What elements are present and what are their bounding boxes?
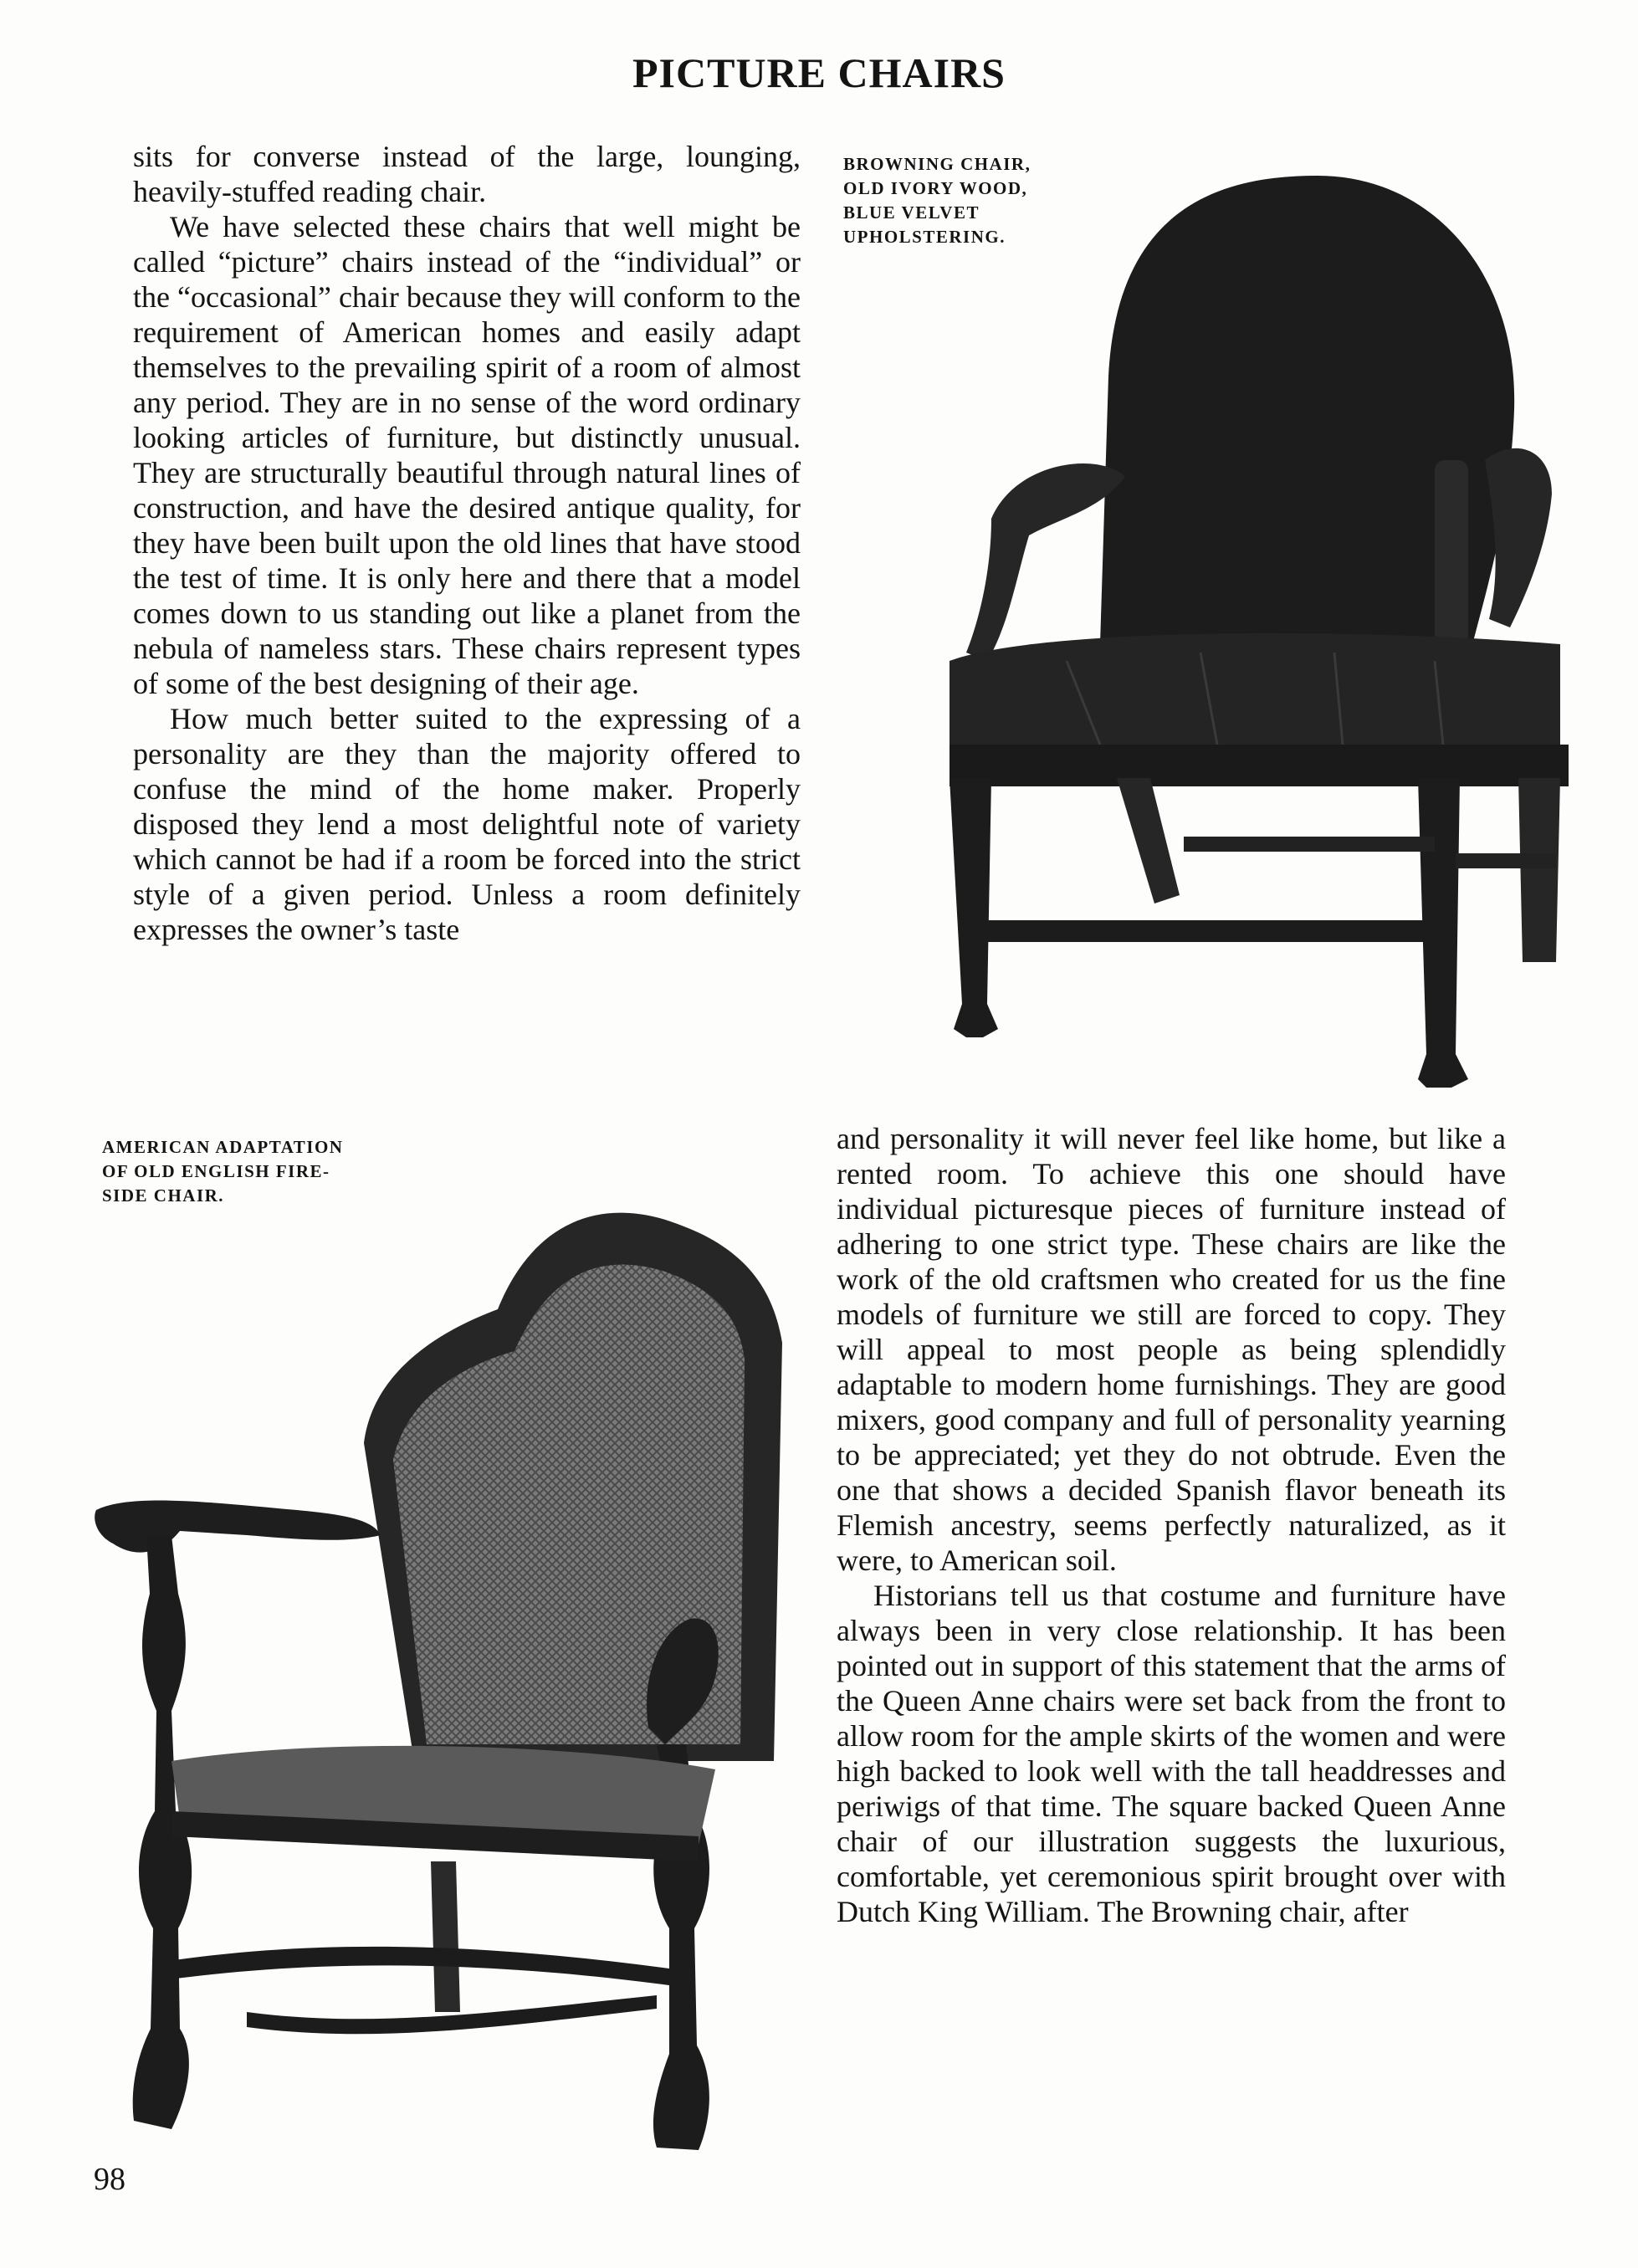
paragraph: sits for converse instead of the large, lounging, heavily-stuffed reading chair. — [133, 140, 801, 208]
paragraph: and personality it will never feel like home, but like a rented room. To achieve this one should have individual picturesque pieces of furniture instead of adhering to one strict type. These chairs are like the work of the old craftsmen who created for us the fine models of furniture we still are forced to copy. They will appeal to most people as being splendidly adaptable to modern home furnishings. They are good mixers, good company and full of personality yearning to be appreciated; yet they do not obtrude. Even the one that shows a decided Spanish flavor beneath its Flemish ancestry, seems perfectly naturalized, as it were, to American soil. — [837, 1122, 1506, 1577]
left-column — [133, 139, 801, 947]
page-number: 98 — [94, 2162, 125, 2197]
paragraph: How much better suited to the expressing of a personality are they than the majority offered to confuse the mind of the home maker. Properly disposed they lend a most delightful note of variety which cannot be had if a room be forced into the strict style of a given period. Unless a room definitely expresses the owner’s taste — [133, 702, 801, 946]
paragraph: Historians tell us that costume and furniture have always been in very close relationship. It has been pointed out in support of this statement that the arms of the Queen Anne chairs were set back from the front to allow room for the ample skirts of the women and were high backed to look well with the tall headdresses and periwigs of that time. The square backed Queen Anne chair of our illustration suggests the luxurious, comfortable, yet ceremonious spirit brought over with Dutch King William. The Browning chair, after — [837, 1579, 1506, 1928]
browning-chair-photo — [849, 159, 1569, 1100]
page-title: PICTURE CHAIRS — [632, 49, 1006, 96]
fireside-chair-caption: AMERICAN ADAPTATION OF OLD ENGLISH FIRE- SIDE CHAIR. — [102, 1137, 344, 1206]
fireside-chair-photo — [79, 1125, 816, 2154]
right-column — [837, 1121, 1506, 1929]
paragraph: We have selected these chairs that well might be called “picture” chairs instead of the “individual” or the “occasional” chair because they will conform to the requirement of American homes and easily adapt themselves to the prevailing spirit of a room of almost any period. They are in no sense of the word ordinary looking articles of furniture, but distinctly unusual. They are structurally beautiful through natural lines of construction, and have the desired antique quality, for they have been built upon the old lines that have stood the test of time. It is only here and there that a model comes down to us standing out like a planet from the nebula of nameless stars. These chairs represent types of some of the best designing of their age. — [133, 210, 801, 700]
browning-chair-caption: BROWNING CHAIR, OLD IVORY WOOD, BLUE VELVET UPHOLSTERING. — [843, 154, 1031, 247]
